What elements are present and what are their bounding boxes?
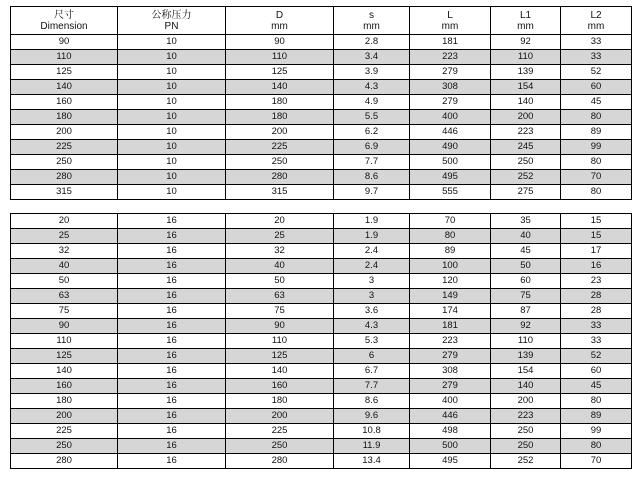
table-cell: 10 bbox=[118, 170, 226, 185]
table-cell: 110 bbox=[491, 50, 561, 65]
table-row bbox=[11, 125, 632, 140]
table-cell: 495 bbox=[410, 454, 491, 469]
table-cell: 279 bbox=[410, 95, 491, 110]
dimension-table-pn16 bbox=[10, 213, 632, 469]
table-cell: 6 bbox=[334, 349, 410, 364]
table-cell: 200 bbox=[226, 125, 334, 140]
table-cell: 60 bbox=[561, 80, 632, 95]
table-cell: 140 bbox=[491, 95, 561, 110]
table-cell: 16 bbox=[118, 244, 226, 259]
header-row bbox=[11, 7, 632, 35]
table-cell: 3.4 bbox=[334, 50, 410, 65]
table-cell: 308 bbox=[410, 80, 491, 95]
table-cell: 5.3 bbox=[334, 334, 410, 349]
table-row bbox=[11, 259, 632, 274]
table-cell: 10 bbox=[118, 185, 226, 200]
table-cell: 16 bbox=[118, 304, 226, 319]
table-row bbox=[11, 304, 632, 319]
table-cell: 2.4 bbox=[334, 244, 410, 259]
table-cell: 80 bbox=[410, 229, 491, 244]
table-cell: 280 bbox=[226, 454, 334, 469]
table-cell: 92 bbox=[491, 319, 561, 334]
table-cell: 7.7 bbox=[334, 379, 410, 394]
table-cell: 279 bbox=[410, 349, 491, 364]
table-cell: 40 bbox=[491, 229, 561, 244]
table-cell: 35 bbox=[491, 214, 561, 229]
table-cell: 25 bbox=[226, 229, 334, 244]
table-cell: 16 bbox=[118, 319, 226, 334]
table-cell: 16 bbox=[118, 379, 226, 394]
table-cell: 80 bbox=[561, 110, 632, 125]
table-cell: 70 bbox=[561, 170, 632, 185]
table-cell: 50 bbox=[226, 274, 334, 289]
table-cell: 308 bbox=[410, 364, 491, 379]
table-cell: 223 bbox=[410, 334, 491, 349]
table-cell: 1.9 bbox=[334, 214, 410, 229]
table-cell: 16 bbox=[561, 259, 632, 274]
table-cell: 140 bbox=[226, 364, 334, 379]
table-cell: 9.6 bbox=[334, 409, 410, 424]
table-cell: 174 bbox=[410, 304, 491, 319]
table-cell: 89 bbox=[561, 409, 632, 424]
table-cell: 252 bbox=[491, 170, 561, 185]
table-cell: 16 bbox=[118, 394, 226, 409]
table-cell: 279 bbox=[410, 65, 491, 80]
table-row bbox=[11, 424, 632, 439]
table-cell: 2.4 bbox=[334, 259, 410, 274]
table-cell: 80 bbox=[561, 185, 632, 200]
table-cell: 8.6 bbox=[334, 170, 410, 185]
header-l2: L2 mm bbox=[561, 7, 632, 35]
table-cell: 75 bbox=[491, 289, 561, 304]
table-cell: 250 bbox=[491, 439, 561, 454]
table-row bbox=[11, 35, 632, 50]
table-cell: 110 bbox=[226, 50, 334, 65]
table-row bbox=[11, 229, 632, 244]
table-cell: 89 bbox=[410, 244, 491, 259]
table-cell: 280 bbox=[226, 170, 334, 185]
table-row bbox=[11, 364, 632, 379]
table-cell: 33 bbox=[561, 35, 632, 50]
table-cell: 250 bbox=[491, 155, 561, 170]
table-cell: 400 bbox=[410, 110, 491, 125]
table-cell: 60 bbox=[491, 274, 561, 289]
table-cell: 15 bbox=[561, 214, 632, 229]
table-cell: 40 bbox=[226, 259, 334, 274]
table-row bbox=[11, 170, 632, 185]
table-cell: 50 bbox=[11, 274, 118, 289]
table-cell: 125 bbox=[11, 65, 118, 80]
table-cell: 400 bbox=[410, 394, 491, 409]
table-cell: 250 bbox=[226, 155, 334, 170]
table-cell: 275 bbox=[491, 185, 561, 200]
table-cell: 125 bbox=[226, 349, 334, 364]
table-cell: 250 bbox=[226, 439, 334, 454]
table-cell: 33 bbox=[561, 319, 632, 334]
table-row bbox=[11, 50, 632, 65]
table-cell: 180 bbox=[11, 110, 118, 125]
table-cell: 110 bbox=[11, 50, 118, 65]
table-cell: 25 bbox=[11, 229, 118, 244]
table-cell: 200 bbox=[11, 409, 118, 424]
table-cell: 125 bbox=[226, 65, 334, 80]
table-cell: 45 bbox=[561, 379, 632, 394]
table-cell: 140 bbox=[226, 80, 334, 95]
table-cell: 1.9 bbox=[334, 229, 410, 244]
table-cell: 75 bbox=[226, 304, 334, 319]
table-cell: 3 bbox=[334, 289, 410, 304]
table-cell: 16 bbox=[118, 259, 226, 274]
table-cell: 7.7 bbox=[334, 155, 410, 170]
table-cell: 16 bbox=[118, 334, 226, 349]
table-cell: 16 bbox=[118, 439, 226, 454]
table-cell: 180 bbox=[226, 110, 334, 125]
table-cell: 181 bbox=[410, 35, 491, 50]
table-cell: 225 bbox=[11, 424, 118, 439]
table-cell: 180 bbox=[226, 394, 334, 409]
table-cell: 160 bbox=[226, 379, 334, 394]
table-row bbox=[11, 140, 632, 155]
table-cell: 16 bbox=[118, 409, 226, 424]
table-body-pn10 bbox=[11, 35, 632, 200]
table-cell: 140 bbox=[11, 364, 118, 379]
table-cell: 8.6 bbox=[334, 394, 410, 409]
table-cell: 223 bbox=[410, 50, 491, 65]
header-pn: 公称压力 PN bbox=[118, 7, 226, 35]
table-cell: 4.3 bbox=[334, 80, 410, 95]
table-cell: 160 bbox=[11, 379, 118, 394]
table-cell: 45 bbox=[491, 244, 561, 259]
table-cell: 60 bbox=[561, 364, 632, 379]
table-cell: 16 bbox=[118, 364, 226, 379]
table-cell: 10 bbox=[118, 50, 226, 65]
table-cell: 225 bbox=[226, 140, 334, 155]
table-cell: 154 bbox=[491, 80, 561, 95]
table-cell: 315 bbox=[11, 185, 118, 200]
table-cell: 500 bbox=[410, 439, 491, 454]
table-cell: 10 bbox=[118, 65, 226, 80]
table-row bbox=[11, 379, 632, 394]
table-cell: 490 bbox=[410, 140, 491, 155]
table-cell: 200 bbox=[226, 409, 334, 424]
header-d: D mm bbox=[226, 7, 334, 35]
table-cell: 9.7 bbox=[334, 185, 410, 200]
table-cell: 10.8 bbox=[334, 424, 410, 439]
table-cell: 252 bbox=[491, 454, 561, 469]
table-cell: 90 bbox=[226, 35, 334, 50]
table-cell: 120 bbox=[410, 274, 491, 289]
table-cell: 16 bbox=[118, 454, 226, 469]
table-cell: 139 bbox=[491, 65, 561, 80]
table-cell: 28 bbox=[561, 289, 632, 304]
dimension-table-pn10 bbox=[10, 6, 632, 200]
table-cell: 3 bbox=[334, 274, 410, 289]
table-cell: 10 bbox=[118, 35, 226, 50]
table-row bbox=[11, 185, 632, 200]
table-cell: 16 bbox=[118, 289, 226, 304]
table-cell: 99 bbox=[561, 424, 632, 439]
table-cell: 16 bbox=[118, 424, 226, 439]
table-cell: 160 bbox=[11, 95, 118, 110]
table-cell: 10 bbox=[118, 140, 226, 155]
table-cell: 75 bbox=[11, 304, 118, 319]
table-cell: 16 bbox=[118, 229, 226, 244]
table-cell: 140 bbox=[11, 80, 118, 95]
table-cell: 17 bbox=[561, 244, 632, 259]
table-cell: 33 bbox=[561, 50, 632, 65]
table-cell: 3.9 bbox=[334, 65, 410, 80]
table-cell: 110 bbox=[11, 334, 118, 349]
table-row bbox=[11, 214, 632, 229]
table-cell: 16 bbox=[118, 274, 226, 289]
table-cell: 181 bbox=[410, 319, 491, 334]
table-cell: 10 bbox=[118, 155, 226, 170]
table-row bbox=[11, 110, 632, 125]
table-cell: 200 bbox=[491, 110, 561, 125]
table-row bbox=[11, 95, 632, 110]
table-cell: 99 bbox=[561, 140, 632, 155]
table-cell: 10 bbox=[118, 110, 226, 125]
table-cell: 223 bbox=[491, 125, 561, 140]
table-cell: 154 bbox=[491, 364, 561, 379]
table-row bbox=[11, 454, 632, 469]
table-row bbox=[11, 244, 632, 259]
table-cell: 4.9 bbox=[334, 95, 410, 110]
table-cell: 280 bbox=[11, 454, 118, 469]
header-dimension: 尺寸 Dimension bbox=[11, 7, 118, 35]
table-cell: 80 bbox=[561, 155, 632, 170]
table-row bbox=[11, 80, 632, 95]
table-cell: 279 bbox=[410, 379, 491, 394]
table-cell: 2.8 bbox=[334, 35, 410, 50]
table-row bbox=[11, 409, 632, 424]
table-cell: 70 bbox=[561, 454, 632, 469]
table-cell: 63 bbox=[11, 289, 118, 304]
table-cell: 28 bbox=[561, 304, 632, 319]
table-cell: 495 bbox=[410, 170, 491, 185]
table-cell: 90 bbox=[11, 35, 118, 50]
table-cell: 555 bbox=[410, 185, 491, 200]
table-row bbox=[11, 289, 632, 304]
header-s: s mm bbox=[334, 7, 410, 35]
table-cell: 15 bbox=[561, 229, 632, 244]
table-cell: 10 bbox=[118, 95, 226, 110]
table-row bbox=[11, 65, 632, 80]
table-cell: 63 bbox=[226, 289, 334, 304]
table-cell: 315 bbox=[226, 185, 334, 200]
table-cell: 32 bbox=[11, 244, 118, 259]
table-cell: 23 bbox=[561, 274, 632, 289]
table-cell: 33 bbox=[561, 334, 632, 349]
table-cell: 110 bbox=[491, 334, 561, 349]
table-row bbox=[11, 274, 632, 289]
table-cell: 125 bbox=[11, 349, 118, 364]
table-row bbox=[11, 394, 632, 409]
header-l1: L1 mm bbox=[491, 7, 561, 35]
table-cell: 225 bbox=[11, 140, 118, 155]
table-cell: 90 bbox=[11, 319, 118, 334]
table-cell: 13.4 bbox=[334, 454, 410, 469]
table-cell: 225 bbox=[226, 424, 334, 439]
table-cell: 50 bbox=[491, 259, 561, 274]
table-cell: 100 bbox=[410, 259, 491, 274]
table-cell: 10 bbox=[118, 125, 226, 140]
table-cell: 139 bbox=[491, 349, 561, 364]
table-cell: 20 bbox=[11, 214, 118, 229]
table-cell: 498 bbox=[410, 424, 491, 439]
table-cell: 446 bbox=[410, 409, 491, 424]
table-cell: 40 bbox=[11, 259, 118, 274]
table-cell: 11.9 bbox=[334, 439, 410, 454]
table-cell: 32 bbox=[226, 244, 334, 259]
table-cell: 52 bbox=[561, 65, 632, 80]
table-row bbox=[11, 439, 632, 454]
header-l: L mm bbox=[410, 7, 491, 35]
table-cell: 89 bbox=[561, 125, 632, 140]
table-cell: 80 bbox=[561, 439, 632, 454]
table-cell: 140 bbox=[491, 379, 561, 394]
table-cell: 6.7 bbox=[334, 364, 410, 379]
table-cell: 10 bbox=[118, 80, 226, 95]
table-cell: 20 bbox=[226, 214, 334, 229]
table-cell: 80 bbox=[561, 394, 632, 409]
table-cell: 87 bbox=[491, 304, 561, 319]
table-cell: 180 bbox=[11, 394, 118, 409]
table-cell: 5.5 bbox=[334, 110, 410, 125]
table-cell: 250 bbox=[491, 424, 561, 439]
table-cell: 223 bbox=[491, 409, 561, 424]
table-cell: 6.9 bbox=[334, 140, 410, 155]
table-cell: 250 bbox=[11, 439, 118, 454]
table-cell: 180 bbox=[226, 95, 334, 110]
table-cell: 4.3 bbox=[334, 319, 410, 334]
table-cell: 45 bbox=[561, 95, 632, 110]
table-cell: 90 bbox=[226, 319, 334, 334]
table-cell: 6.2 bbox=[334, 125, 410, 140]
table-cell: 3.6 bbox=[334, 304, 410, 319]
table-cell: 280 bbox=[11, 170, 118, 185]
table-cell: 446 bbox=[410, 125, 491, 140]
table-row bbox=[11, 334, 632, 349]
table-cell: 245 bbox=[491, 140, 561, 155]
table-cell: 200 bbox=[491, 394, 561, 409]
table-cell: 52 bbox=[561, 349, 632, 364]
table-row bbox=[11, 319, 632, 334]
table-row bbox=[11, 349, 632, 364]
table-cell: 110 bbox=[226, 334, 334, 349]
table-cell: 500 bbox=[410, 155, 491, 170]
table-cell: 70 bbox=[410, 214, 491, 229]
table-cell: 16 bbox=[118, 214, 226, 229]
table-cell: 250 bbox=[11, 155, 118, 170]
table-cell: 149 bbox=[410, 289, 491, 304]
table-row bbox=[11, 155, 632, 170]
table-body-pn16 bbox=[11, 214, 632, 469]
table-cell: 92 bbox=[491, 35, 561, 50]
table-cell: 200 bbox=[11, 125, 118, 140]
table-cell: 16 bbox=[118, 349, 226, 364]
